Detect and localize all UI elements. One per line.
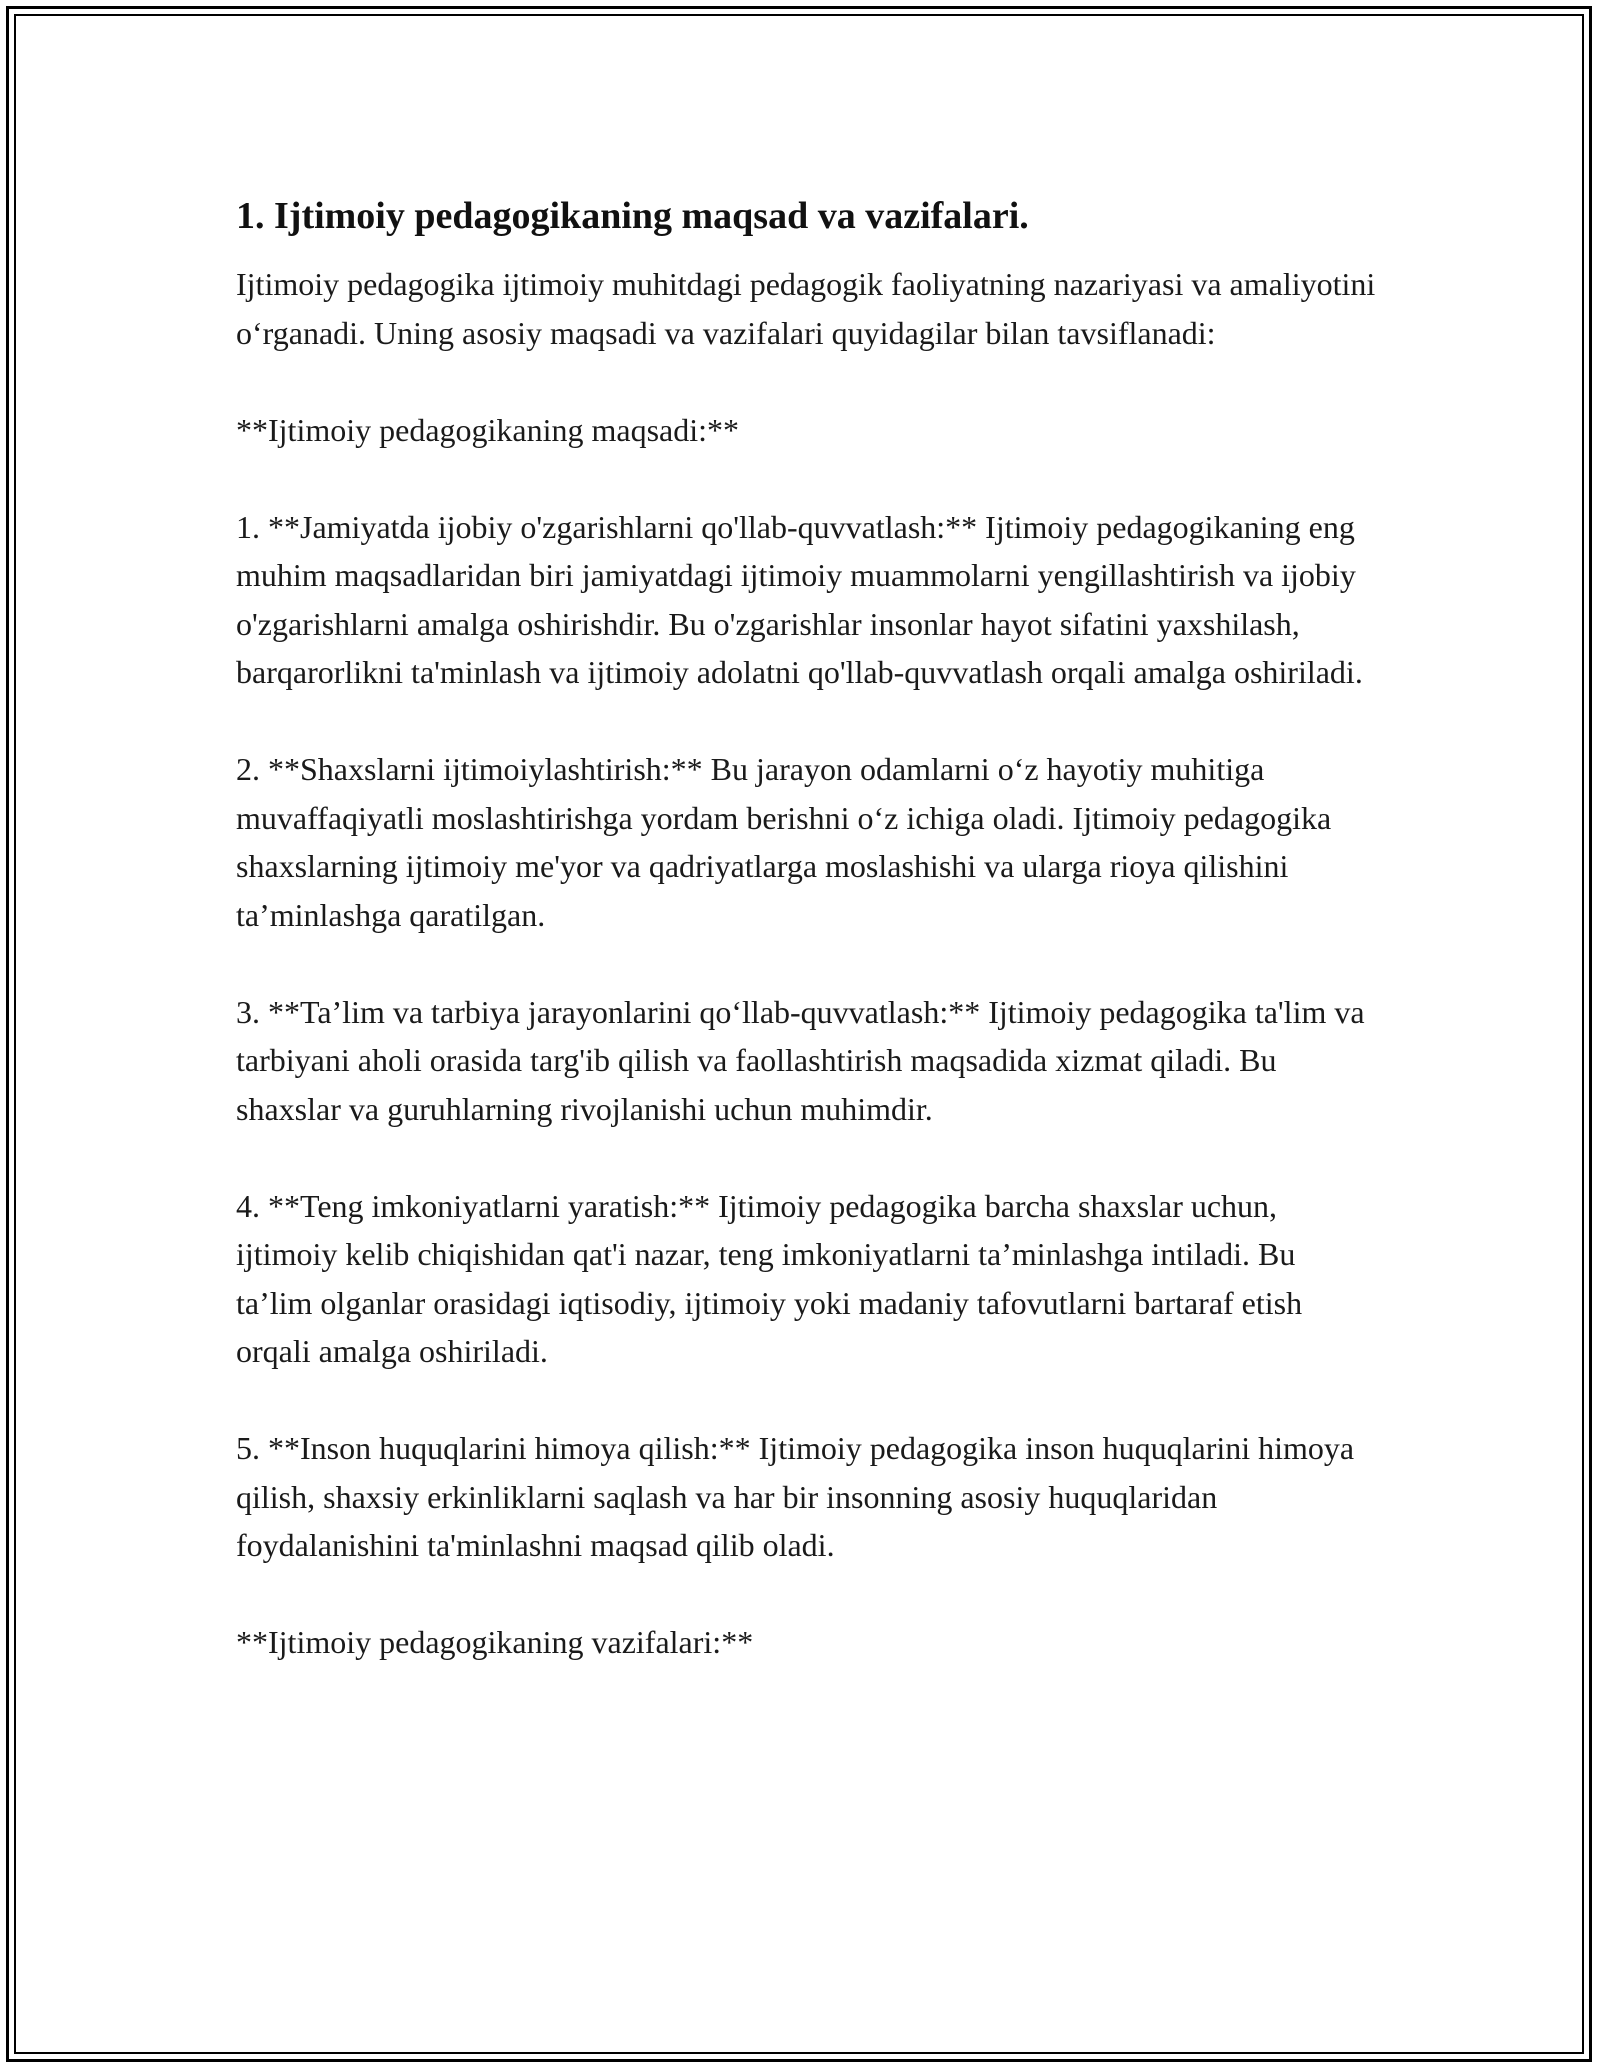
- document-body: [236, 190, 1376, 1715]
- document-heading: 1. Ijtimoiy pedagogikaning maqsad va vazifalari.: [236, 195, 1029, 237]
- goal-item-3: 3. **Ta’lim va tarbiya jarayonlarini qo‘llab-quvvatlash:** Ijtimoiy pedagogika ta'lim va tarbiyani aholi orasida targ'ib qilish va faollashtirish maqsadida xizmat qiladi. Bu shaxslar va guruhlarning rivojlanishi uchun muhimdir.: [236, 993, 1365, 1127]
- goal-item-4: 4. **Teng imkoniyatlarni yaratish:** Ijtimoiy pedagogika barcha shaxslar uchun, ijtimoiy kelib chiqishidan qat'i nazar, teng imkoniyatlarni ta’minlashga intiladi. Bu ta’lim olganlar orasidagi iqtisodiy, ijtimoiy yoki madaniy tafovutlarni bartaraf etish orqali amalga oshiriladi.: [236, 1187, 1303, 1369]
- goals-subheading: **Ijtimoiy pedagogikaning maqsadi:**: [236, 411, 740, 448]
- goal-item-2: 2. **Shaxslarni ijtimoiylashtirish:** Bu jarayon odamlarni o‘z hayotiy muhitiga muvaffaqiyatli moslashtirishga yordam berishni o‘z ichiga oladi. Ijtimoiy pedagogika shaxslarning ijtimoiy me'yor va qadriyatlarga moslashishi va ularga rioya qilishini ta’minlashga qaratilgan.: [236, 751, 1332, 933]
- goal-item-5: 5. **Inson huquqlarini himoya qilish:** Ijtimoiy pedagogika inson huquqlarini himoya qilish, shaxsiy erkinliklarni saqlash va har bir insonning asosiy huquqlaridan foydalanishini ta'minlashni maqsad qilib oladi.: [236, 1430, 1355, 1563]
- tasks-subheading: **Ijtimoiy pedagogikaning vazifalari:**: [236, 1624, 754, 1660]
- intro-paragraph: Ijtimoiy pedagogika ijtimoiy muhitdagi pedagogik faoliyatning nazariyasi va amaliyotini o‘rganadi. Uning asosiy maqsadi va vazifalari quyidagilar bilan tavsiflanadi:: [236, 266, 1376, 351]
- goal-item-1: 1. **Jamiyatda ijobiy o'zgarishlarni qo'llab-quvvatlash:** Ijtimoiy pedagogikaning eng muhim maqsadlaridan biri jamiyatdagi ijtimoiy muammolarni yengillashtirish va ijobiy o'zgarishlarni amalga oshirishdir. Bu o'zgarishlar insonlar hayot sifatini yaxshilash, barqarorlikni ta'minlash va ijtimoiy adolatni qo'llab-quvvatlash orqali amalga oshiriladi.: [236, 508, 1363, 690]
